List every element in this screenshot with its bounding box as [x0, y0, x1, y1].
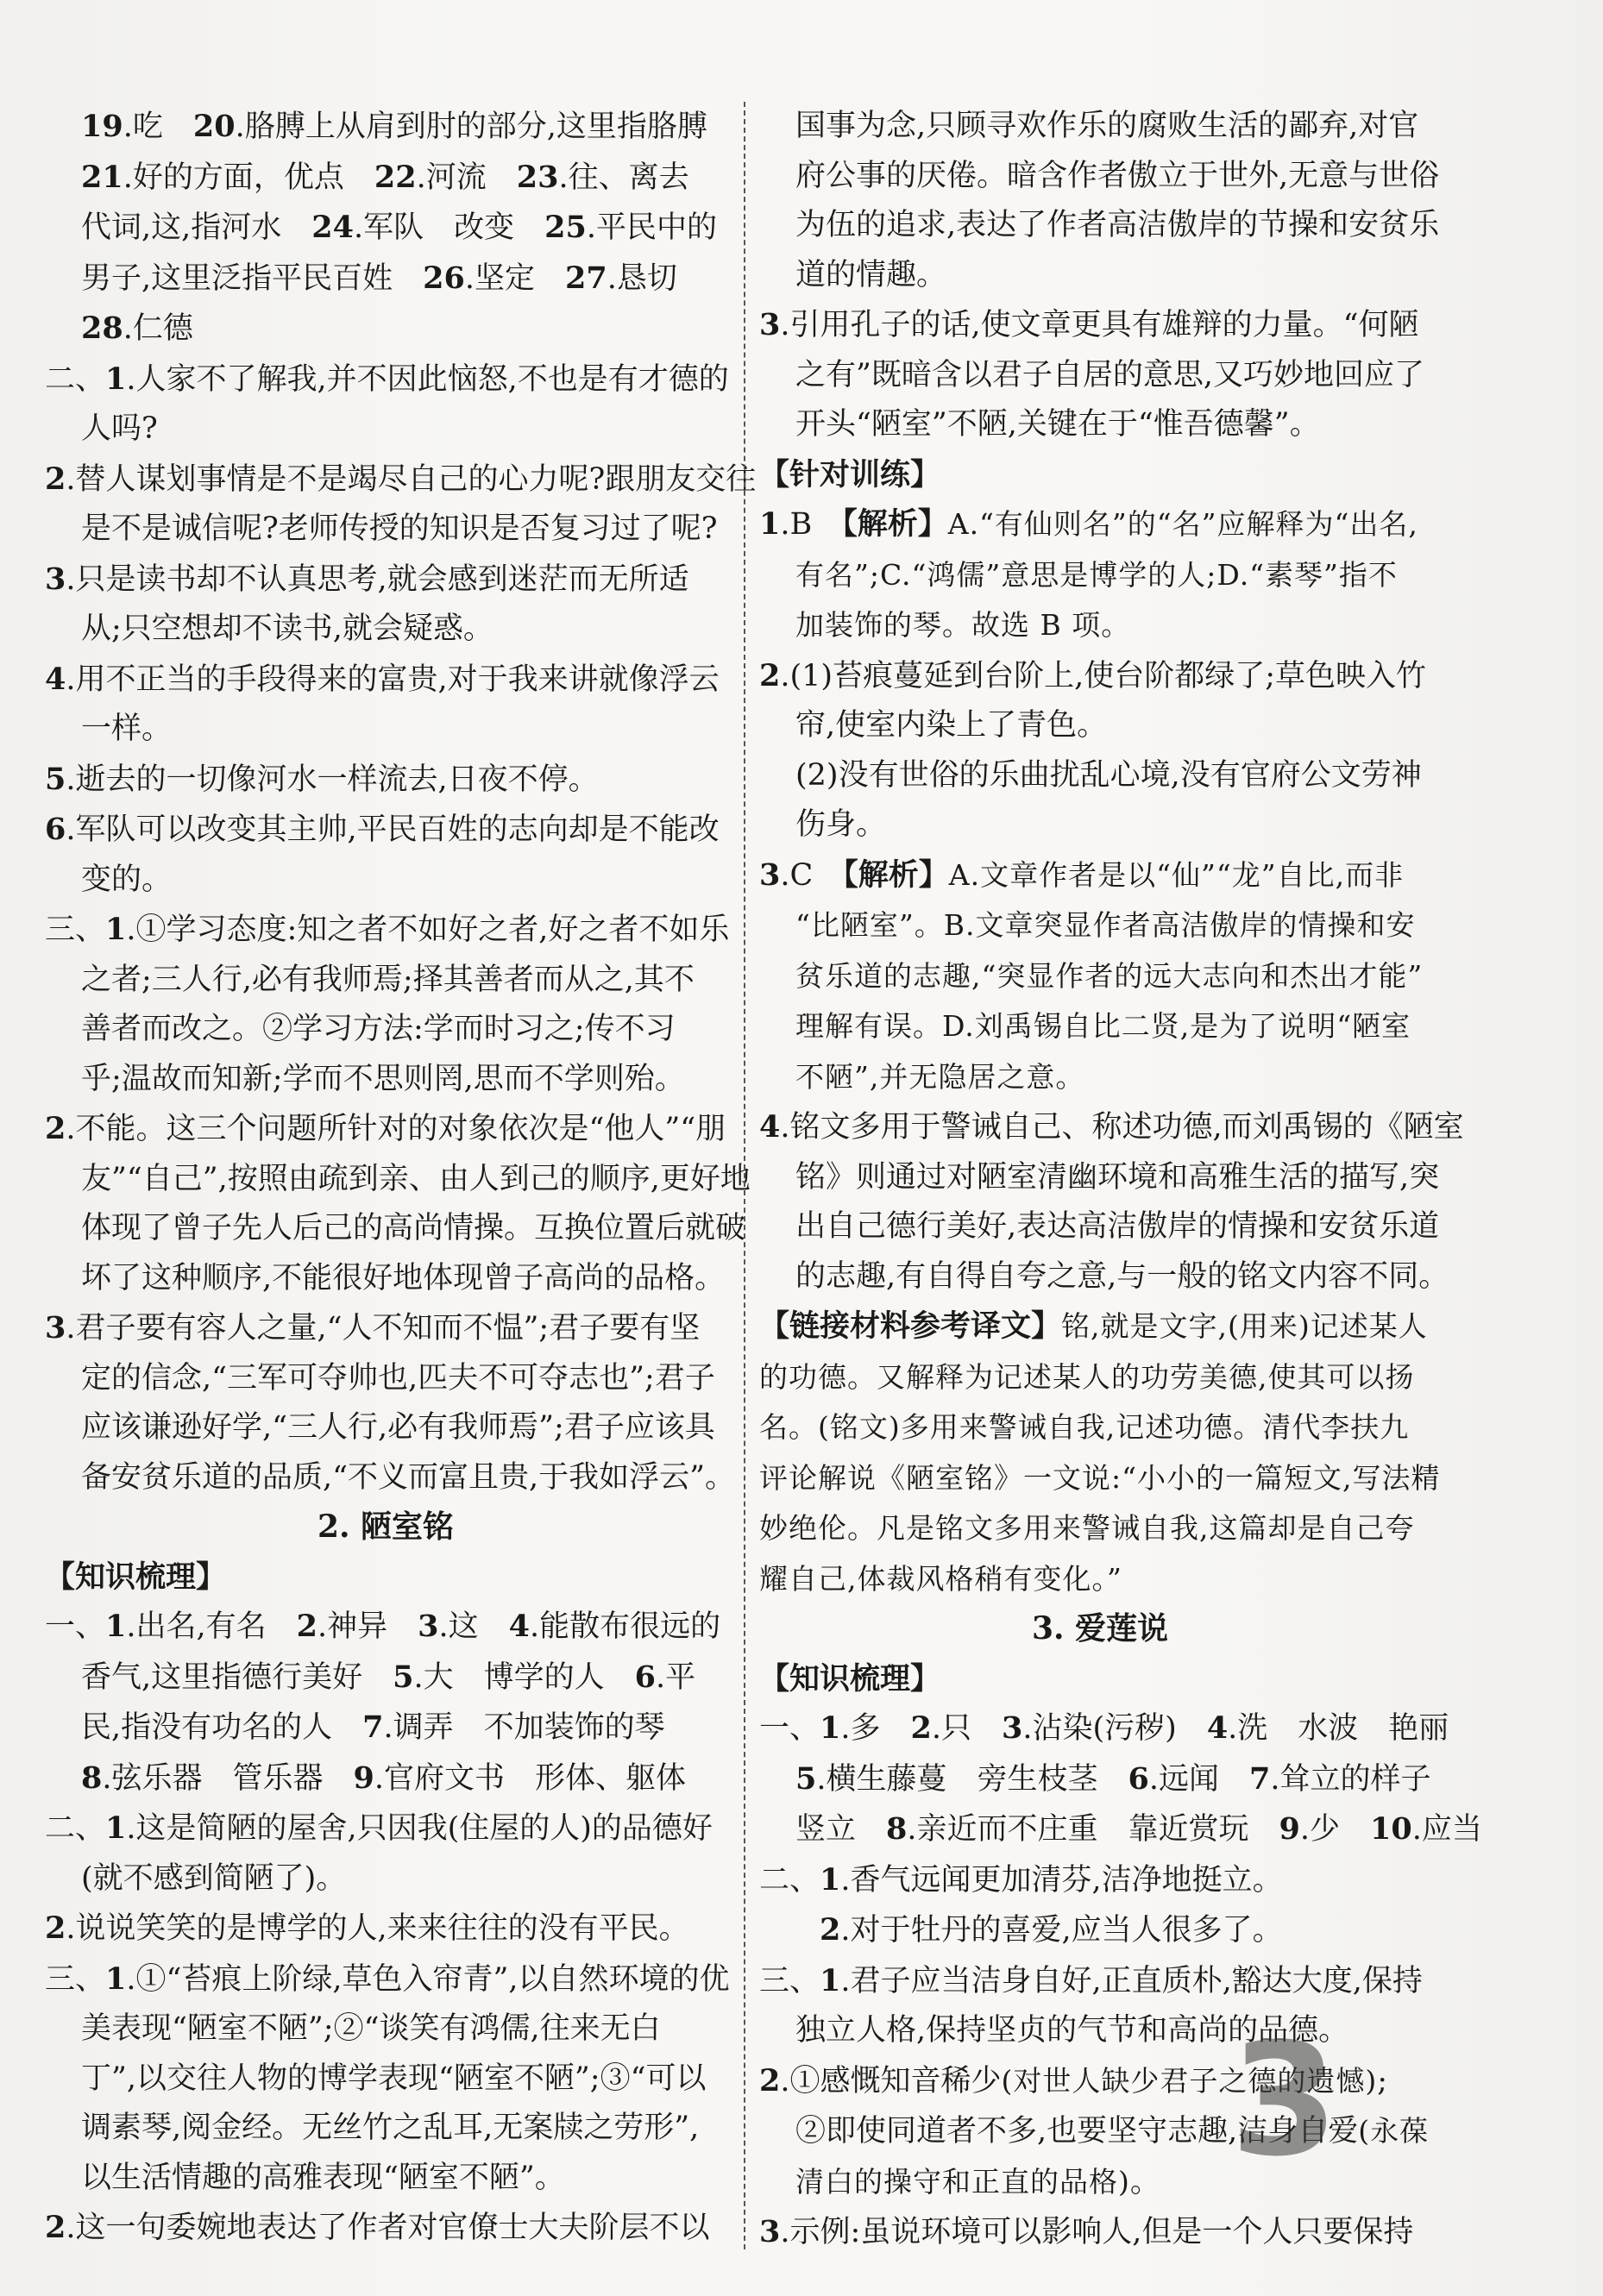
right_column-line: 【链接材料参考译文】铭,就是文字,(用来)记述某人 [759, 1308, 1428, 1344]
right_column-line: 贫乐道的志趣,“突显作者的远大志向和杰出才能” [795, 958, 1424, 993]
right_column-line: 伤身。 [795, 807, 887, 842]
left_column-line: 男子,这里泛指平民百姓 26.坚定 27.恳切 [81, 260, 677, 296]
right_column-line: 2.①感慨知音稀少(对世人缺少君子之德的遗憾); [759, 2062, 1388, 2098]
left_column-line: 6.军队可以改变其主帅,平民百姓的志向却是不能改 [45, 812, 720, 847]
left_column-line: 调素琴,阅金经。无丝竹之乱耳,无案牍之劳形”, [81, 2111, 700, 2145]
left_column-line: 备安贫乐道的品质,“不义而富且贵,于我如浮云”。 [81, 1459, 736, 1495]
right_column-line: 清白的操守和正直的品格)。 [795, 2164, 1160, 2199]
right_column-line: (2)没有世俗的乐曲扰乱心境,没有官府公文劳神 [795, 757, 1422, 793]
left_column-line: 丁”,以交往人物的博学表现“陋室不陋”;③“可以 [81, 2061, 707, 2096]
right_column-line: 3.示例:虽说环境可以影响人,但是一个人只要保持 [759, 2214, 1414, 2249]
left_column-line: 2.不能。这三个问题所针对的对象依次是“他人”“朋 [45, 1111, 726, 1146]
right_column-line: 2.对于牡丹的喜爱,应当人很多了。 [820, 1912, 1283, 1948]
right_column-line: 的志趣,有自得自夸之意,与一般的铭文内容不同。 [795, 1258, 1449, 1294]
right_column-line: 【知识梳理】 [759, 1660, 941, 1697]
right_column-line: 4.铭文多用于警诫自己、称述功德,而刘禹锡的《陋室 [759, 1109, 1464, 1145]
right_column-line: 三、1.君子应当洁身自好,正直质朴,豁达大度,保持 [759, 1962, 1423, 1998]
right_column-line: 名。(铭文)多用来警诫自我,记述功德。清代李扶九 [759, 1410, 1410, 1444]
right_column-line: ②即使同道者不多,也要坚守志趣,洁身自爱(永葆 [795, 2114, 1430, 2149]
right_column-line: 的功德。又解释为记述某人的功劳美德,使其可以扬 [759, 1359, 1415, 1394]
left_column-line: 代词,这,指河水 24.军队 改变 25.平民中的 [81, 210, 717, 245]
left_column-line: 28.仁德 [81, 311, 193, 346]
left_column-line: 4.用不正当的手段得来的富贵,对于我来讲就像浮云 [45, 661, 720, 697]
left_column-line: (就不感到简陋了)。 [81, 1860, 347, 1896]
right_column-line: 理解有误。D.刘禹锡自比二贤,是为了说明“陋室 [795, 1009, 1411, 1043]
column-divider [744, 102, 745, 2249]
right_column-line: 3. 爱莲说 [1031, 1610, 1169, 1647]
left_column-line: 美表现“陋室不陋”;②“谈笑有鸿儒,往来无白 [81, 2011, 661, 2046]
right_column-line: 府公事的厌倦。暗含作者傲立于世外,无意与世俗 [795, 158, 1440, 193]
right_column-line: 耀自己,体裁风格稍有变化。” [759, 1561, 1122, 1596]
left_column-line: 8.弦乐器 管乐器 9.官府文书 形体、躯体 [81, 1760, 686, 1796]
left_column-line: 21.好的方面，优点 22.河流 23.往、离去 [81, 159, 689, 195]
right_column-line: 加装饰的琴。故选 B 项。 [795, 608, 1131, 642]
left_column-line: 三、1.①“苔痕上阶绿,草色入帘青”,以自然环境的优 [45, 1960, 730, 1997]
left_column-line: 以生活情趣的高雅表现“陋室不陋”。 [81, 2160, 565, 2195]
left_column-line: 从;只空想却不读书,就会疑惑。 [81, 612, 493, 646]
left_column-line: 坏了这种顺序,不能很好地体现曾子高尚的品格。 [81, 1260, 726, 1295]
left_column-line: 善者而改之。②学习方法:学而时习之;传不习 [81, 1012, 676, 1046]
left_column-line: 二、1.这是简陋的屋舍,只因我(住屋的人)的品德好 [45, 1810, 713, 1846]
right_column-line: 1.B 【解析】A.“有仙则名”的“名”应解释为“出名, [759, 506, 1418, 542]
right_column-line: 妙绝伦。凡是铭文多用来警诫自我,这篇却是自己夸 [759, 1511, 1415, 1545]
left_column-line: 香气,这里指德行美好 5.大 博学的人 6.平 [81, 1659, 696, 1695]
left_column-line: 2.替人谋划事情是不是竭尽自己的心力呢?跟朋友交往 [45, 461, 757, 497]
left_column-line: 2.这一句委婉地表达了作者对官僚士大夫阶层不以 [45, 2210, 710, 2245]
right_column-line: 有名”;C.“鸿儒”意思是博学的人;D.“素琴”指不 [795, 557, 1398, 592]
left_column-line: 定的信念,“三军可夺帅也,匹夫不可夺志也”;君子 [81, 1360, 715, 1396]
left_column-line: 二、1.人家不了解我,并不因此恼怒,不也是有才德的 [45, 361, 729, 397]
right_column-line: 评论解说《陋室铭》一文说:“小小的一篇短文,写法精 [759, 1460, 1441, 1495]
right_column-line: 为伍的追求,表达了作者高洁傲岸的节操和安贫乐 [795, 208, 1440, 242]
left_column-line: 是不是诚信呢?老师传授的知识是否复习过了呢? [81, 511, 718, 546]
left_column-line: 3.君子要有容人之量,“人不知而不愠”;君子要有坚 [45, 1310, 701, 1346]
right_column-line: 3.引用孔子的话,使文章更具有雄辩的力量。“何陋 [759, 307, 1419, 342]
right_column-line: 开头“陋室”不陋,关键在于“惟吾德馨”。 [795, 407, 1320, 442]
left_column-line: 2.说说笑笑的是博学的人,来来往往的没有平民。 [45, 1910, 689, 1946]
right-column [759, 102, 1482, 2258]
right_column-line: 道的情趣。 [795, 257, 947, 292]
left_column-line: 一、1.出名,有名 2.神异 3.这 4.能散布很远的 [45, 1609, 721, 1644]
left_column-line: 19.吃 20.胳膊上从肩到肘的部分,这里指胳膊 [81, 109, 707, 144]
right_column-line: “比陋室”。B.文章突显作者高洁傲岸的情操和安 [795, 908, 1416, 942]
left_column-line: 3.只是读书却不认真思考,就会感到迷茫而无所适 [45, 561, 689, 597]
left_column-line: 5.逝去的一切像河水一样流去,日夜不停。 [45, 761, 599, 797]
left_column-line: 【知识梳理】 [45, 1559, 227, 1595]
right_column-line: 竖立 8.亲近而不庄重 靠近赏玩 9.少 10.应当 [795, 1811, 1482, 1847]
right_column-line: 一、1.多 2.只 3.沾染(污秽) 4.洗 水波 艳丽 [759, 1710, 1449, 1746]
left_column-line: 三、1.①学习态度:知之者不如好之者,好之者不如乐 [45, 912, 730, 947]
left-column [45, 102, 757, 2254]
left_column-line: 2. 陋室铭 [317, 1509, 455, 1545]
right_column-line: 2.(1)苔痕蔓延到台阶上,使台阶都绿了;草色映入竹 [759, 657, 1426, 693]
right_column-line: 国事为念,只顾寻欢作乐的腐败生活的鄙弃,对官 [795, 109, 1419, 143]
right_column-line: 二、1.香气远闻更加清芬,洁净地挺立。 [759, 1861, 1283, 1898]
right_column-line: 3.C 【解析】A.文章作者是以“仙”“龙”自比,而非 [759, 856, 1405, 893]
right_column-line: 5.横生藤蔓 旁生枝茎 6.远闻 7.耸立的样子 [795, 1760, 1431, 1797]
left_column-line: 人吗? [81, 411, 158, 446]
right_column-line: 帘,使室内染上了青色。 [795, 708, 1108, 743]
left_column-line: 乎;温故而知新;学而不思则罔,思而不学则殆。 [81, 1061, 685, 1096]
left_column-line: 之者;三人行,必有我师焉;择其善者而从之,其不 [81, 962, 695, 997]
left_column-line: 民,指没有功名的人 7.调弄 不加装饰的琴 [81, 1709, 665, 1745]
left_column-line: 变的。 [81, 862, 173, 897]
right_column-line: 出自己德行美好,表达高洁傲岸的情操和安贫乐道 [795, 1209, 1440, 1244]
left_column-line: 体现了曾子先人后己的高尚情操。互换位置后就破 [81, 1211, 746, 1245]
right_column-line: 之有”既暗含以君子自居的意思,又巧妙地回应了 [795, 357, 1425, 392]
left_column-line: 一样。 [81, 712, 173, 746]
right_column-line: 不陋”,并无隐居之意。 [795, 1059, 1085, 1094]
page-number: 3 [1230, 2011, 1339, 2191]
right_column-line: 铭》则通过对陋室清幽环境和高雅生活的描写,突 [795, 1159, 1440, 1195]
right_column-line: 【针对训练】 [759, 456, 941, 492]
left_column-line: 友”“自己”,按照由疏到亲、由人到己的顺序,更好地 [81, 1161, 751, 1196]
left_column-line: 应该谦逊好学,“三人行,必有我师焉”;君子应该具 [81, 1410, 715, 1445]
right_column-line: 独立人格,保持坚贞的气节和高尚的品德。 [795, 2013, 1349, 2048]
